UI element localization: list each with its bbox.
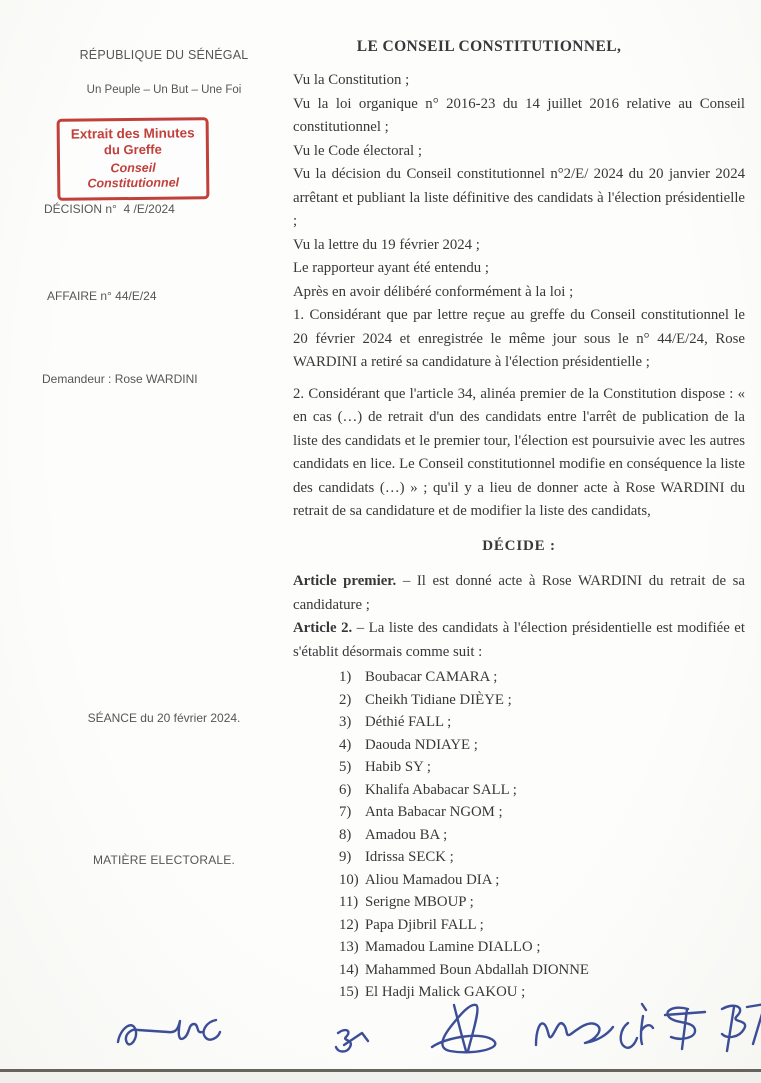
candidate-list-item — [339, 689, 745, 712]
candidate-name: Mahammed Boun Abdallah DIONNE — [365, 961, 589, 978]
considerant-2: 2. Considérant que l'article 34, alinéa premier de la Constitution dispose : « en cas (…) de retrait d'un des candidats entre l'arrêt de publication de la liste des candidats et le premier tour, l'élection est poursuivie avec les autres candidats en lice. Le Conseil constitutionnel modifie en conséquence la liste des candidats (…) » ; qu'il y a lieu de donner acte à Rose WARDINI du retrait de sa candidature et de modifier la liste des candidats, — [293, 385, 745, 519]
candidate-name: Daouda NDIAYE ; — [365, 736, 478, 753]
national-motto: Un Peuple – Un But – Une Foi — [86, 84, 242, 96]
candidate-name: Boubacar CAMARA ; — [365, 669, 498, 685]
signature-stroke — [336, 1030, 368, 1051]
article-2-label: Article 2. — [293, 620, 353, 636]
body-title: LE CONSEIL CONSTITUTIONNEL, — [356, 38, 622, 55]
candidate-number: 10) — [339, 871, 359, 888]
case-number: AFFAIRE n° 44/E/24 — [47, 289, 157, 303]
visa-line: Le rapporteur ayant été entendu ; — [293, 260, 489, 276]
candidate-list-item — [339, 734, 745, 757]
signature-stroke — [118, 1020, 220, 1044]
candidate-number: 14) — [339, 961, 359, 978]
scan-edge — [0, 1069, 761, 1083]
visa-line: Vu la décision du Conseil constitutionnel n°2/E/ 2024 du 20 janvier 2024 arrêtant et publiant la liste définitive des candidats à l'élection présidentielle ; — [293, 166, 745, 229]
signature-stroke — [665, 1008, 705, 1049]
candidate-name: Habib SY ; — [365, 759, 432, 775]
candidate-list-item — [339, 824, 745, 847]
signature-stroke — [722, 1004, 761, 1051]
republic-title: RÉPUBLIQUE DU SÉNÉGAL — [79, 48, 249, 62]
stamp-line-2: du Greffe — [103, 141, 162, 158]
visa-line: Après en avoir délibéré conformément à la loi ; — [293, 283, 574, 300]
candidate-list-item — [339, 936, 745, 959]
visa-line: Vu le Code électoral ; — [293, 142, 422, 159]
stamp-line-3: Conseil Constitutionnel — [87, 160, 180, 191]
candidate-name: Mamadou Lamine DIALLO ; — [365, 939, 541, 955]
visa-line: Vu la lettre du 19 février 2024 ; — [293, 236, 480, 253]
candidate-name: Khalifa Ababacar SALL ; — [365, 781, 517, 798]
candidate-number: 4) — [339, 736, 352, 753]
candidate-list-item — [339, 914, 745, 937]
decision-number: DÉCISION n° 4 /E/2024 — [44, 202, 175, 216]
candidate-list-item — [339, 869, 745, 892]
article-2-text: – La liste des candidats à l'élection présidentielle est modifiée et s'établit désormais comme suit : — [293, 620, 745, 660]
signature-stroke — [621, 1004, 653, 1048]
stamp-line-1: Extrait des Minutes — [70, 125, 195, 142]
candidate-name: Cheikh Tidiane DIÈYE ; — [365, 691, 512, 708]
article-2 — [293, 617, 745, 664]
session-date: SÉANCE du 20 février 2024. — [87, 711, 241, 725]
candidate-number: 11) — [339, 894, 359, 910]
candidate-number: 7) — [339, 804, 352, 820]
candidate-list-item — [339, 756, 745, 779]
candidate-number: 2) — [339, 691, 352, 708]
candidate-list-item — [339, 711, 745, 734]
article-1 — [293, 570, 745, 617]
candidate-number: 12) — [339, 916, 359, 933]
candidate-list-item — [339, 779, 745, 802]
candidate-number: 1) — [339, 669, 352, 685]
candidate-name: Papa Djibril FALL ; — [365, 916, 484, 933]
considerant-1: 1. Considérant que par lettre reçue au greffe du Conseil constitutionnel le 20 février 2024 et enregistrée le même jour sous le n° 44/E/24, Rose WARDINI a retiré sa candidature à l'élection présidentielle ; — [293, 307, 745, 370]
candidate-number: 8) — [339, 826, 352, 843]
article-1-text: – Il est donné acte à Rose WARDINI du retrait de sa candidature ; — [293, 573, 746, 613]
petitioner-label: Demandeur : Rose WARDINI — [42, 372, 198, 386]
candidate-number: 9) — [339, 849, 352, 865]
signature-stroke — [432, 1005, 495, 1052]
candidate-number: 13) — [339, 939, 359, 955]
candidate-name: Anta Babacar NGOM ; — [365, 804, 503, 820]
candidate-name: Amadou BA ; — [365, 826, 448, 843]
article-1-label: Article premier. — [293, 573, 397, 589]
candidate-list-item — [339, 801, 745, 824]
candidate-name: El Hadji Malick GAKOU ; — [365, 984, 526, 1000]
signature-stroke — [536, 1023, 613, 1045]
candidate-list — [339, 666, 745, 1004]
candidate-name: Idrissa SECK ; — [365, 849, 454, 865]
registry-stamp — [57, 117, 210, 201]
visa-line: Vu la Constitution ; — [293, 72, 410, 88]
decision-body — [293, 36, 745, 1004]
signatures-ink — [0, 995, 761, 1075]
candidate-list-item — [339, 666, 745, 689]
candidate-list-item — [339, 846, 745, 869]
candidate-name: Aliou Mamadou DIA ; — [365, 871, 500, 888]
candidate-number: 5) — [339, 759, 352, 775]
candidate-name: Déthié FALL ; — [365, 714, 452, 730]
candidate-number: 6) — [339, 781, 352, 798]
candidate-list-item — [339, 891, 745, 914]
visa-line: Vu la loi organique n° 2016-23 du 14 juillet 2016 relative au Conseil constitutionnel ; — [293, 95, 745, 135]
candidate-name: Serigne MBOUP ; — [365, 894, 474, 910]
candidate-number: 15) — [339, 984, 359, 1000]
decide-heading: DÉCIDE : — [482, 537, 556, 554]
matter-label: MATIÈRE ELECTORALE. — [92, 853, 236, 867]
candidate-list-item — [339, 959, 745, 982]
candidate-number: 3) — [339, 714, 352, 730]
